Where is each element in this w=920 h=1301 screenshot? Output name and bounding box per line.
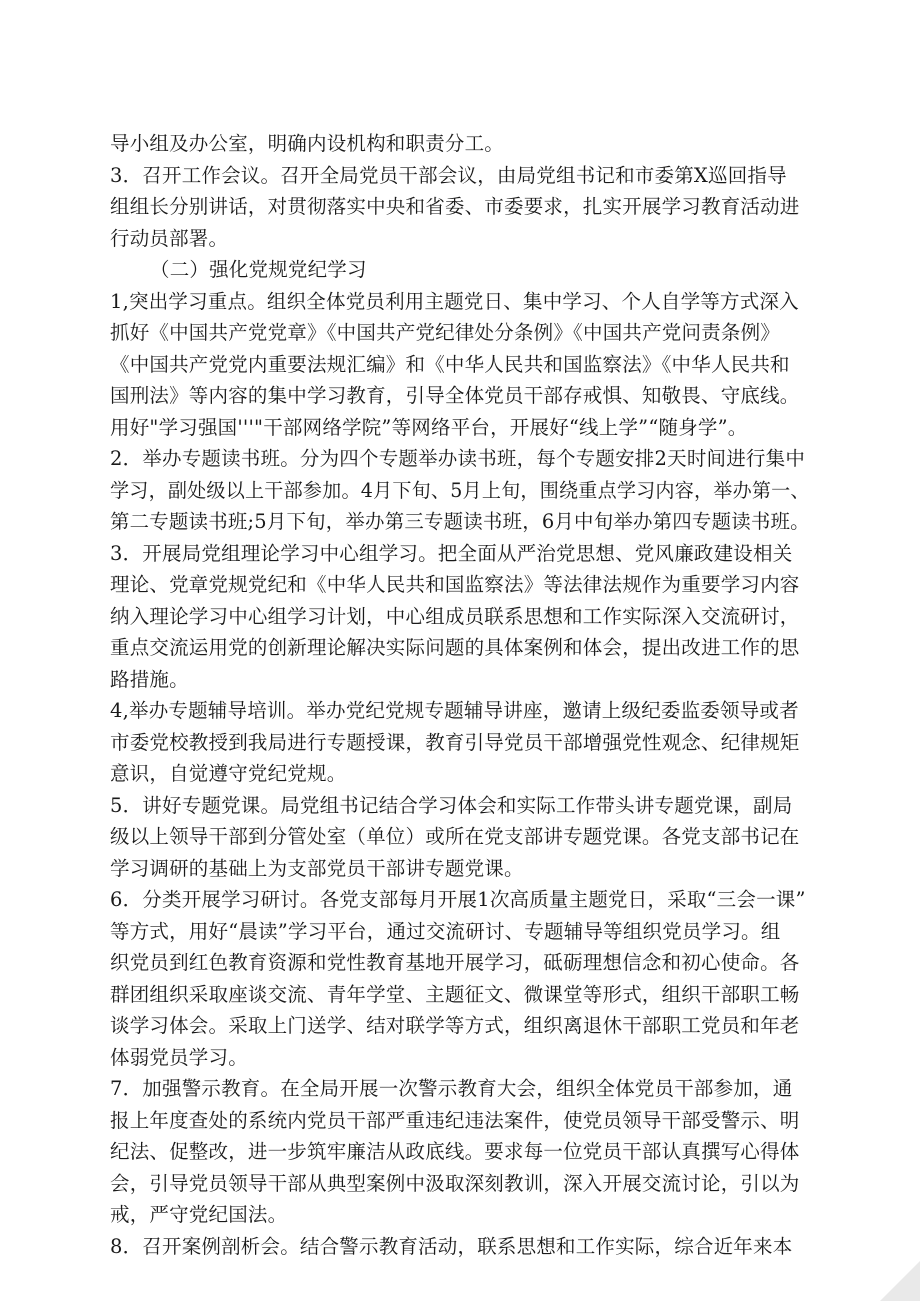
document-line: （二）强化党规党纪学习: [150, 258, 367, 281]
document-line: 市委党校教授到我局进行专题授课，教育引导党员干部增强党性观念、纪律规矩: [110, 730, 800, 754]
document-line: 等方式，用好“晨读”学习平台，通过交流研讨、专题辅导等组织党员学习。组: [110, 919, 781, 943]
document-line: 3．召开工作会议。召开全局党员干部会议，由局党组书记和市委第X巡回指导: [110, 163, 787, 187]
document-line: 6．分类开展学习研讨。各党支部每月开展1次高质量主题党日，采取“三会一课”: [110, 888, 806, 911]
document-line: 学习调研的基础上为支部党员干部讲专题党课。: [110, 856, 524, 880]
document-line: 织党员到红色教育资源和党性教育基地开展学习，砥砺理想信念和初心使命。各: [110, 951, 800, 974]
document-line: 3．开展局党组理论学习中心组学习。把全面从严治党思想、党风廉政建设相关: [110, 541, 793, 565]
document-line: 国刑法》等内容的集中学习教育，引导全体党员干部存戒惧、知敬畏、守底线。: [110, 384, 800, 407]
document-line: 级以上领导干部到分管处室（单位）或所在党支部讲专题党课。各党支部书记在: [110, 825, 800, 848]
document-line: 体弱党员学习。: [110, 1045, 248, 1069]
document-line: 纳入理论学习中心组学习计划，中心组成员联系思想和工作实际深入交流研讨，: [110, 604, 800, 628]
document-line: 组组长分别讲话，对贯彻落实中央和省委、市委要求，扎实开展学习教育活动进: [110, 195, 800, 218]
document-line: 路措施。: [110, 667, 189, 691]
document-line: 学习，副处级以上干部参加。4月下旬、5月上旬，围绕重点学习内容，举办第一、: [110, 478, 810, 502]
document-line: 导小组及办公室，明确内设机构和职责分工。: [110, 132, 505, 155]
document-line: 1,突出学习重点。组织全体党员利用主题党日、集中学习、个人自学等方式深入: [110, 289, 799, 313]
document-line: 8．召开案例剖析会。结合警示教育活动，联系思想和工作实际，综合近年来本: [110, 1234, 793, 1258]
document-line: 抓好《中国共产党党章》《中国共产党纪律处分条例》《中国共产党问责条例》: [110, 321, 781, 344]
document-line: 理论、党章党规党纪和《中华人民共和国监察法》等法律法规作为重要学习内容: [110, 573, 800, 596]
document-line: 会，引导党员领导干部从典型案例中汲取深刻教训，深入开展交流讨论，引以为: [110, 1171, 800, 1195]
document-line: 行动员部署。: [110, 226, 229, 250]
document-line: 《中国共产党党内重要法规汇编》和《中华人民共和国监察法》《中华人民共和: [110, 352, 790, 376]
document-line: 戒，严守党纪国法。: [110, 1203, 288, 1226]
document-line: 5．讲好专题党课。局党组书记结合学习体会和实际工作带头讲专题党课，副局: [110, 793, 793, 817]
document-line: 群团组织采取座谈交流、青年学堂、主题征文、微课堂等形式，组织干部职工畅: [110, 982, 800, 1006]
document-line: 2．举办专题读书班。分为四个专题举办读书班，每个专题安排2天时间进行集中: [110, 447, 806, 470]
document-line: 第二专题读书班;5月下旬，举办第三专题读书班，6月中旬举办第四专题读书班。: [110, 510, 810, 533]
document-line: 报上年度查处的系统内党员干部严重违纪违法案件，使党员领导干部受警示、明: [110, 1108, 800, 1132]
document-line: 意识，自觉遵守党纪党规。: [110, 762, 347, 785]
document-line: 7．加强警示教育。在全局开展一次警示教育大会，组织全体党员干部参加，通: [110, 1077, 793, 1100]
document-line: 纪法、促整改，进一步筑牢廉洁从政底线。要求每一位党员干部认真撰写心得体: [110, 1140, 800, 1163]
document-line: 重点交流运用党的创新理论解决实际问题的具体案例和体会，提出改进工作的思: [110, 636, 800, 659]
document-line: 谈学习体会。采取上门送学、结对联学等方式，组织离退休干部职工党员和年老: [110, 1014, 800, 1037]
document-page: [110, 128, 810, 1262]
page-curl-corner: [880, 1261, 920, 1301]
document-line: 4,举办专题辅导培训。举办党纪党规专题辅导讲座，邀请上级纪委监委领导或者: [110, 699, 799, 722]
document-line: 用好"学习强国'''"干部网络学院”等网络平台，开展好“线上学”“随身学”。: [110, 415, 748, 439]
